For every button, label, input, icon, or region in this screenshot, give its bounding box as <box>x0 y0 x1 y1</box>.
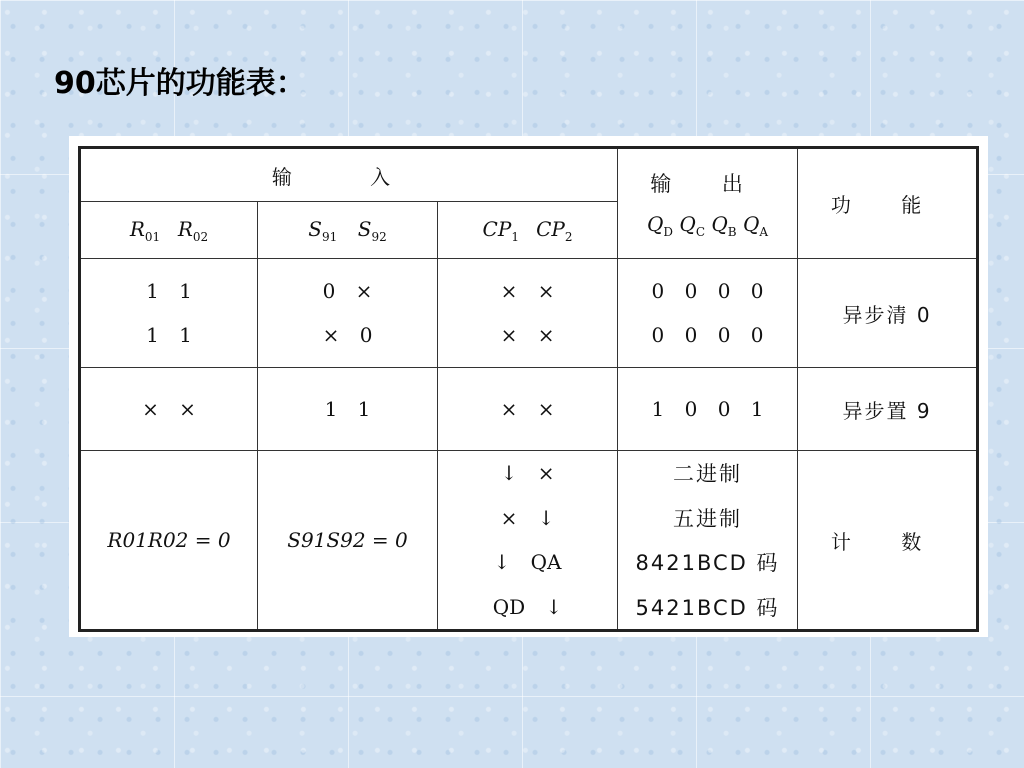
function-header: 功 能 <box>798 148 978 259</box>
count-cp-cell <box>438 451 618 631</box>
clear-q-line-2: 0 0 0 0 <box>651 323 764 347</box>
set9-s-cell: 1 1 <box>258 368 438 451</box>
set9-function: 异步置 9 <box>798 368 978 451</box>
count-mode-5421bcd: 5421BCD 码 <box>635 595 780 620</box>
set9-inputs-header: $S_{91}$ $S_{92}$ <box>258 202 438 259</box>
count-cp-line-4: QD ↓ <box>492 594 563 619</box>
count-function: 计 数 <box>798 451 978 631</box>
function-table-panel <box>69 136 988 637</box>
clear-r-cell <box>80 259 258 368</box>
count-q-cell <box>618 451 798 631</box>
count-r-cell: R01R02 = 0 <box>80 451 258 631</box>
clear-cp-line-2: × × <box>500 323 555 347</box>
clear-q-line-1: 0 0 0 0 <box>651 279 764 303</box>
clear-cp-cell <box>438 259 618 368</box>
function-table <box>78 146 979 632</box>
clear-s-line-2: × 0 <box>322 323 373 347</box>
clear-s-line-1: 0 × <box>322 279 373 303</box>
count-mode-8421bcd: 8421BCD 码 <box>635 551 780 576</box>
set9-cp-cell: × × <box>438 368 618 451</box>
count-mode-quinary: 五进制 <box>673 506 743 531</box>
set9-r-cell: × × <box>80 368 258 451</box>
clock-inputs-header: $CP_1$ $CP_2$ <box>438 202 618 259</box>
clear-function: 异步清 0 <box>798 259 978 368</box>
count-mode-binary: 二进制 <box>673 462 743 487</box>
count-cp-line-3: ↓ QA <box>493 550 562 575</box>
slide-title: 90芯片的功能表： <box>54 66 306 101</box>
output-group-header: 输 出 <box>650 172 765 196</box>
input-group-header: 输 入 <box>80 148 618 202</box>
output-vars: $Q_D$ $Q_C$ $Q_B$ $Q_A$ <box>647 212 769 239</box>
reset-inputs-header: $R_{01}$ $R_{02}$ <box>80 202 258 259</box>
clear-r-line-1: 1 1 <box>146 279 192 303</box>
clear-r-line-2: 1 1 <box>146 323 192 347</box>
clear-cp-line-1: × × <box>500 279 555 303</box>
count-s-cell: S91S92 = 0 <box>258 451 438 631</box>
output-header-cell <box>618 148 798 259</box>
count-cp-line-1: ↓ × <box>500 461 555 486</box>
clear-s-cell <box>258 259 438 368</box>
set9-q-cell: 1 0 0 1 <box>618 368 798 451</box>
count-cp-line-2: × ↓ <box>500 505 555 530</box>
clear-q-cell <box>618 259 798 368</box>
